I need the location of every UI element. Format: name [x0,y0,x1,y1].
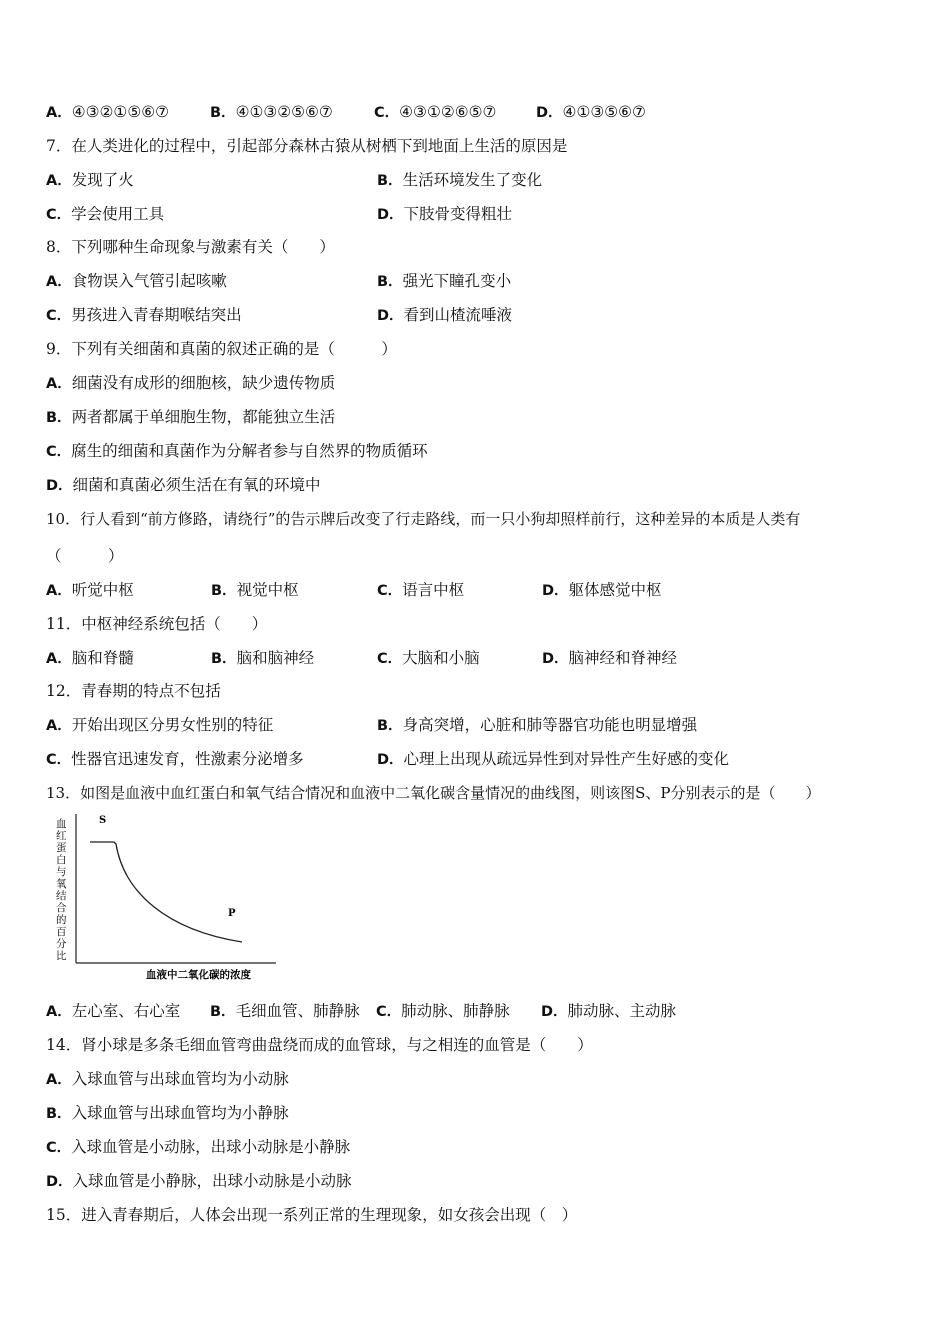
y-label-char: 血 [56,818,67,830]
y-label-char: 与 [56,866,67,878]
y-label-char: 氧 [56,878,67,890]
q8-option-b: B．强光下瞳孔变小 [377,272,512,290]
q10-option-b: B．视觉中枢 [211,581,299,599]
q6-option-c: C．④③①②⑥⑤⑦ [374,103,497,121]
q9-option-c: C．腐生的细菌和真菌作为分解者参与自然界的物质循环 [46,442,428,460]
q12-option-c: C．性器官迅速发育，性激素分泌增多 [46,750,304,768]
q10-stem: 10．行人看到“前方修路，请绕行”的告示牌后改变了行走路线，而一只小狗却照样前行，这种差异的本质是人类有 [46,510,801,528]
q9-option-a: A．细菌没有成形的细胞核，缺少遗传物质 [46,374,336,392]
q7-option-b: B．生活环境发生了变化 [377,171,543,189]
point-s-label: S [99,815,107,826]
q14-option-b: B．入球血管与出球血管均为小静脉 [46,1104,289,1122]
q9-option-d: D．细菌和真菌必须生活在有氧的环境中 [46,476,321,494]
q10-option-a: A．听觉中枢 [46,581,134,599]
q11-stem: 11．中枢神经系统包括（ ） [46,615,268,633]
q12-option-d: D．心理上出现从疏远异性到对异性产生好感的变化 [377,750,730,768]
y-label-char: 百 [56,926,67,938]
y-label-char: 比 [56,950,67,962]
q13-option-b: B．毛细血管、肺静脉 [210,1002,360,1020]
q13-option-d: D．肺动脉、主动脉 [541,1002,677,1020]
q8-option-c: C．男孩进入青春期喉结突出 [46,306,242,324]
q7-option-c: C．学会使用工具 [46,205,165,223]
y-label-char: 红 [56,830,67,842]
curve-line [90,842,242,942]
q8-stem: 8．下列哪种生命现象与激素有关（ ） [46,238,335,256]
q11-option-c: C．大脑和小脑 [377,649,480,667]
q8-option-a: A．食物误入气管引起咳嗽 [46,272,227,290]
q7-option-a: A．发现了火 [46,171,134,189]
q10-option-c: C．语言中枢 [377,581,465,599]
q12-option-a: A．开始出现区分男女性别的特征 [46,716,274,734]
q14-stem: 14．肾小球是多条毛细血管弯曲盘绕而成的血管球，与之相连的血管是（ ） [46,1036,593,1054]
y-label-char: 结 [56,890,67,902]
q10-option-d: D．躯体感觉中枢 [542,581,662,599]
y-axis-label [56,818,67,962]
q13-option-a: A．左心室、右心室 [46,1002,181,1020]
q13-stem: 13．如图是血液中血红蛋白和氧气结合情况和血液中二氧化碳含量情况的曲线图，则该图S、P分别表示的是（ ） [46,784,821,802]
q12-option-b: B．身高突增，心脏和肺等器官功能也明显增强 [377,716,698,734]
q11-option-d: D．脑神经和脊神经 [542,649,678,667]
q14-option-c: C．入球血管是小动脉，出球小动脉是小静脉 [46,1138,351,1156]
q6-option-b: B．④①③②⑤⑥⑦ [210,103,333,121]
q15-stem: 15．进入青春期后，人体会出现一系列正常的生理现象，如女孩会出现（ ） [46,1206,578,1224]
q10-stem-blank: （ ） [46,547,124,565]
q14-option-d: D．入球血管是小静脉，出球小动脉是小动脉 [46,1172,352,1190]
q11-option-a: A．脑和脊髓 [46,649,134,667]
y-label-char: 分 [56,938,67,950]
y-label-char: 蛋 [56,842,67,854]
q6-option-d: D．④①③⑤⑥⑦ [536,103,646,121]
x-axis-label: 血液中二氧化碳的浓度 [146,969,251,981]
q14-option-a: A．入球血管与出球血管均为小动脉 [46,1070,289,1088]
y-label-char: 白 [56,854,67,866]
y-label-char: 的 [56,914,67,926]
q7-option-d: D．下肢骨变得粗壮 [377,205,513,223]
point-p-label: P [228,908,236,919]
y-label-char: 合 [56,902,67,914]
oxygen-co2-curve-figure [46,812,276,992]
q7-stem: 7．在人类进化的过程中，引起部分森林古猿从树栖下到地面上生活的原因是 [46,137,568,155]
q8-option-d: D．看到山楂流唾液 [377,306,513,324]
q9-stem: 9．下列有关细菌和真菌的叙述正确的是（ ） [46,340,397,358]
q11-option-b: B．脑和脑神经 [211,649,315,667]
q13-option-c: C．肺动脉、肺静脉 [376,1002,510,1020]
q12-stem: 12．青春期的特点不包括 [46,682,221,700]
q9-option-b: B．两者都属于单细胞生物，都能独立生活 [46,408,336,426]
curve-svg [46,812,276,992]
q6-option-a: A．④③②①⑤⑥⑦ [46,103,170,121]
